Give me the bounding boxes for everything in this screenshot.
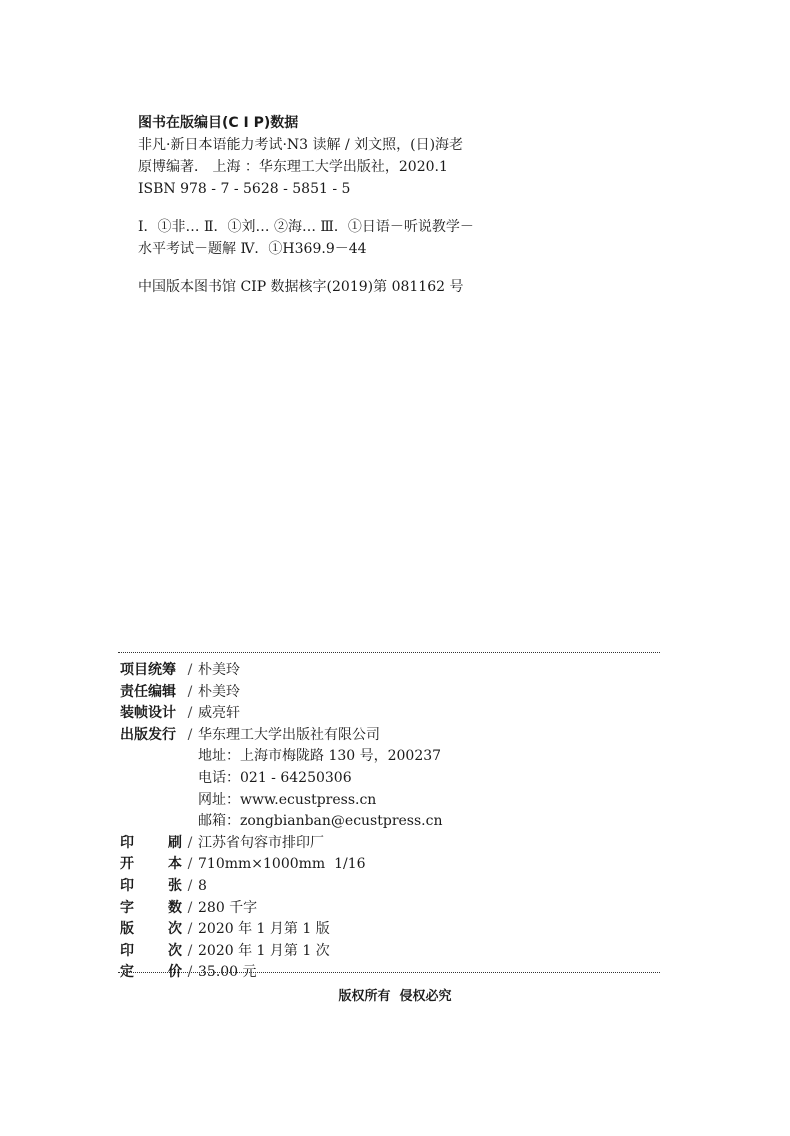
copyright-notice: 版权所有 侵权必究 xyxy=(338,989,452,1004)
price-value: 35.00 元 xyxy=(198,964,257,981)
impression-row: 印 次 / 2020 年 1 月第 1 次 xyxy=(120,941,660,963)
cip-line-2: 原博编著． 上海 ：华东理工大学出版社，2020.1 xyxy=(138,159,448,175)
cip-block xyxy=(138,112,538,298)
editor-value: 朴美玲 xyxy=(198,683,240,700)
words-label: 字 数 xyxy=(120,899,182,916)
design-value: 威亮轩 xyxy=(198,705,240,722)
cip-isbn: ISBN 978 - 7 - 5628 - 5851 - 5 xyxy=(138,181,351,197)
divider-top xyxy=(118,652,660,653)
publication-info xyxy=(120,660,660,984)
publisher-phone: 电话：021 - 64250306 xyxy=(198,769,352,786)
impression-label: 印 次 xyxy=(120,942,182,959)
price-row: 定 价 / 35.00 元 xyxy=(120,962,660,984)
printer-value: 江苏省句容市排印厂 xyxy=(198,834,324,851)
format-label: 开 本 xyxy=(120,856,182,873)
cip-line-1: 非凡·新日本语能力考试·N3 读解 / 刘文照，(日)海老 xyxy=(138,137,464,153)
edition-label: 版 次 xyxy=(120,921,182,938)
sheets-row: 印 张 / 8 xyxy=(120,876,660,898)
printer-row: 印 刷 / 江苏省句容市排印厂 xyxy=(120,833,660,855)
words-row: 字 数 / 280 千字 xyxy=(120,898,660,920)
project-value: 朴美玲 xyxy=(198,662,240,678)
cip-record-number: 中国版本图书馆 CIP 数据核字(2019)第 081162 号 xyxy=(138,279,464,295)
publisher-label: 出版发行 xyxy=(120,726,176,743)
format-row: 开 本 / 710mm×1000mm 1/16 xyxy=(120,854,660,876)
design-label: 装帧设计 xyxy=(120,705,176,722)
printer-label: 印 刷 xyxy=(120,834,182,851)
cip-classification-1: Ⅰ．①非… Ⅱ．①刘… ②海… Ⅲ．①日语－听说教学－ xyxy=(138,219,474,235)
editor-row: 责任编辑 / 朴美玲 xyxy=(120,682,660,704)
words-value: 280 千字 xyxy=(198,899,258,916)
publisher-value: 华东理工大学出版社有限公司 xyxy=(198,726,380,743)
edition-value: 2020 年 1 月第 1 版 xyxy=(198,921,330,938)
publisher-address: 地址：上海市梅陇路 130 号，200237 xyxy=(198,748,442,765)
cip-title: 图书在版编目(C I P)数据 xyxy=(138,115,299,131)
edition-row: 版 次 / 2020 年 1 月第 1 版 xyxy=(120,919,660,941)
publisher-email: 邮箱：zongbianban@ecustpress.cn xyxy=(198,813,443,830)
impression-value: 2020 年 1 月第 1 次 xyxy=(198,942,330,959)
editor-label: 责任编辑 xyxy=(120,683,176,700)
project-label: 项目统筹 xyxy=(120,662,176,678)
publisher-row: 出版发行 / 华东理工大学出版社有限公司 xyxy=(120,725,660,747)
format-value: 710mm×1000mm 1/16 xyxy=(198,856,366,873)
publisher-website: 网址：www.ecustpress.cn xyxy=(198,791,377,808)
sheets-value: 8 xyxy=(198,877,207,894)
divider-bottom xyxy=(118,972,660,973)
sheets-label: 印 张 xyxy=(120,877,182,894)
design-row: 装帧设计 / 威亮轩 xyxy=(120,703,660,725)
cip-classification-2: 水平考试－题解 Ⅳ．①H369.9－44 xyxy=(138,241,367,257)
project-row: 项目统筹 / 朴美玲 xyxy=(120,660,660,682)
price-label: 定 价 xyxy=(120,964,182,981)
